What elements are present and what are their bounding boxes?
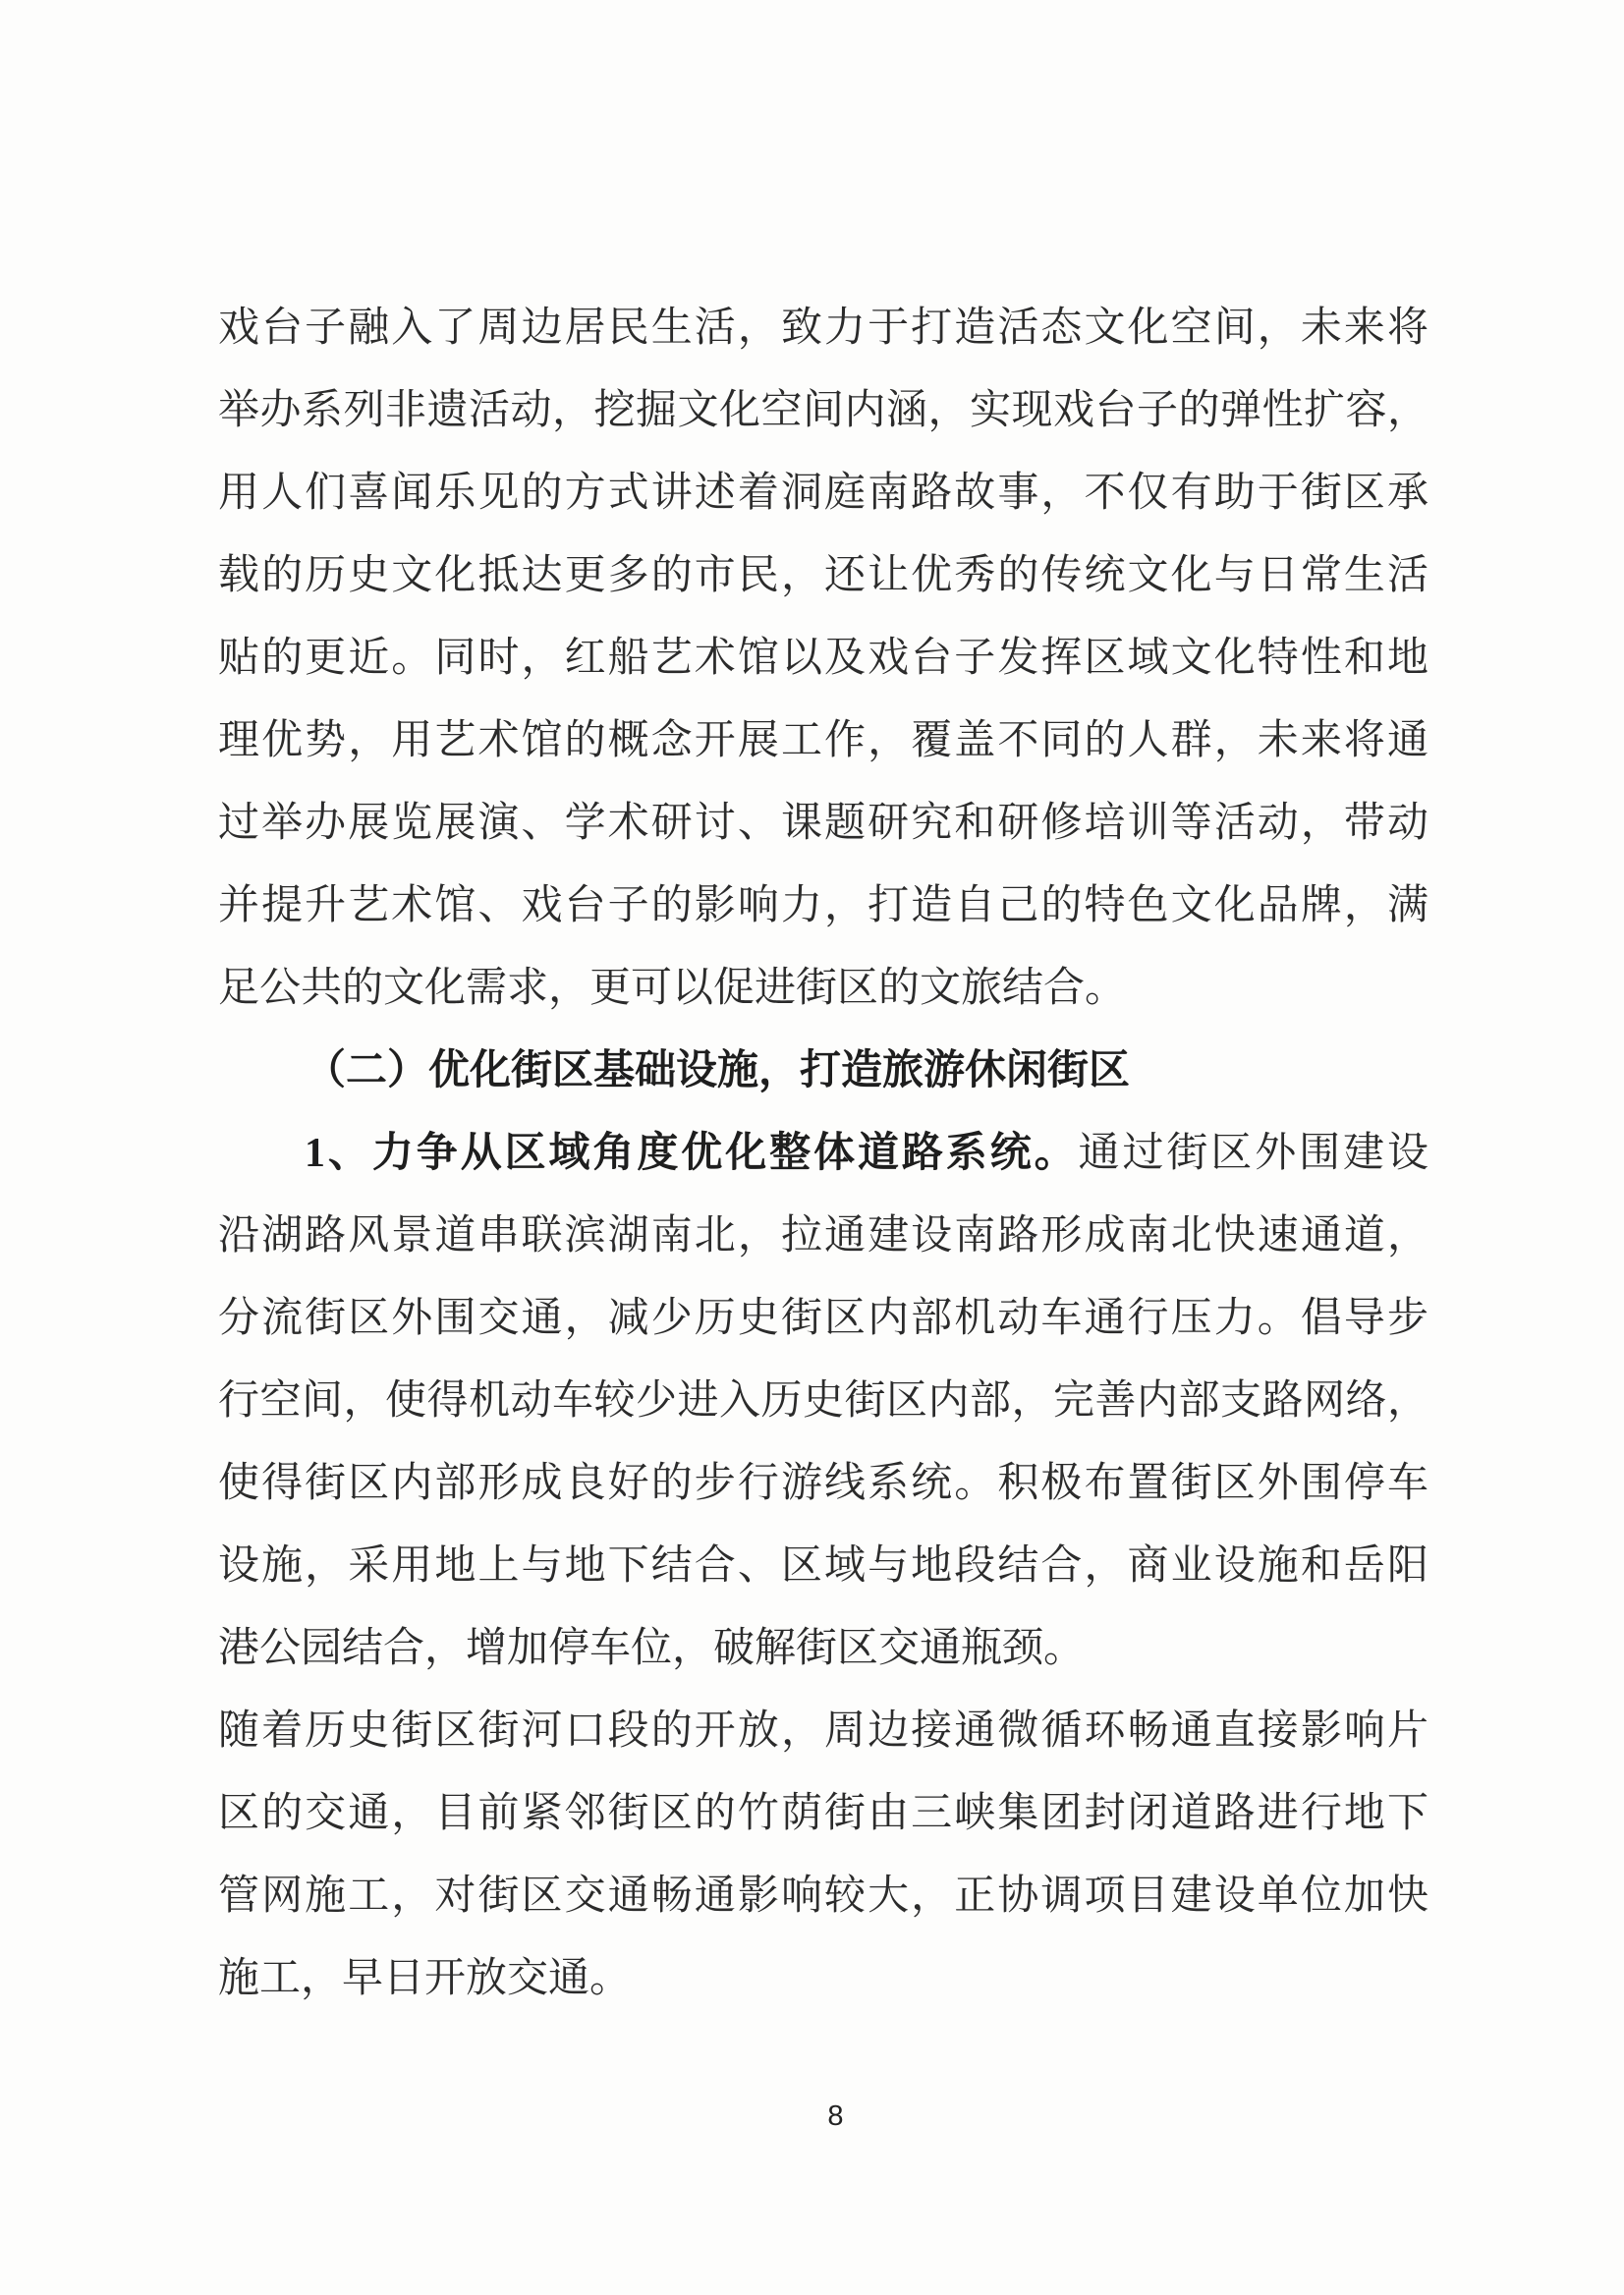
text-line: 沿湖路风景道串联滨湖南北，拉通建设南路形成南北快速通道， [218,1213,1428,1259]
text-line: 区的交通，目前紧邻街区的竹荫街由三峡集团封闭道路进行地下 [218,1791,1428,1836]
text-line: 用人们喜闻乐见的方式讲述着洞庭南路故事，不仅有助于街区承 [218,471,1428,516]
text-line: 分流街区外围交通，减少历史街区内部机动车通行压力。倡导步 [218,1296,1428,1341]
text-line: 港公园结合，增加停车位，破解街区交通瓶颈。 [218,1626,1086,1671]
text-line: 举办系列非遗活动，挖掘文化空间内涵，实现戏台子的弹性扩容， [218,388,1428,433]
text-line: 贴的更近。同时，红船艺术馆以及戏台子发挥区域文化特性和地 [218,636,1428,681]
section-heading: （二）优化街区基础设施，打造旅游休闲街区 [305,1048,1131,1093]
text-line: 并提升艺术馆、戏台子的影响力，打造自己的特色文化品牌，满 [218,883,1428,928]
text-line: 行空间，使得机动车较少进入历史街区内部，完善内部支路网络， [218,1378,1428,1424]
text-line: 载的历史文化抵达更多的市民，还让优秀的传统文化与日常生活 [218,553,1428,598]
text-line: 过举办展览展演、学术研讨、课题研究和研修培训等活动，带动 [218,801,1428,846]
numbered-item-line [218,1112,1428,1195]
page-text [218,287,1428,2020]
text-line: 管网施工，对街区交通畅通影响较大，正协调项目建设单位加快 [218,1874,1428,1919]
text-line: 戏台子融入了周边居民生活，致力于打造活态文化空间，未来将 [218,306,1428,351]
numbered-item-bold-text: 1、力争从区域角度优化整体道路系统。 [305,1131,1079,1176]
text-line: 随着历史街区街河口段的开放，周边接通微循环畅通直接影响片 [218,1708,1428,1754]
text-line: 理优势，用艺术馆的概念开展工作，覆盖不同的人群，未来将通 [218,718,1428,763]
text-line: 施工，早日开放交通。 [218,1956,632,2001]
page-number: 8 [827,2100,844,2132]
numbered-item-rest-text: 通过街区外围建设 [1078,1131,1428,1176]
text-line: 设施，采用地上与地下结合、区域与地段结合，商业设施和岳阳 [218,1543,1428,1589]
text-line: 使得街区内部形成良好的步行游线系统。积极布置街区外围停车 [218,1461,1428,1506]
text-line: 足公共的文化需求，更可以促进街区的文旅结合。 [218,966,1127,1011]
